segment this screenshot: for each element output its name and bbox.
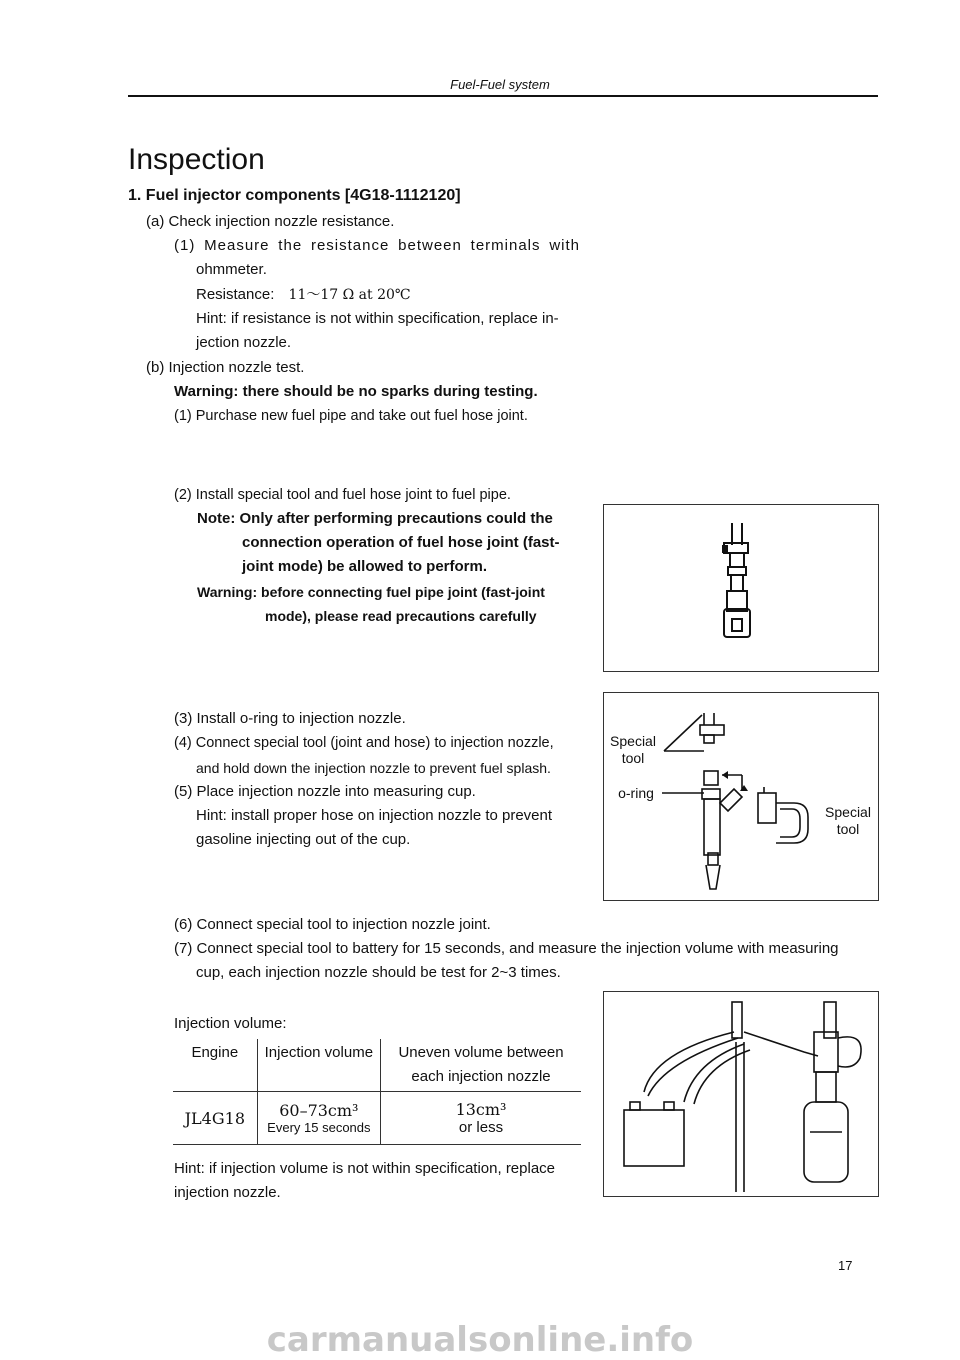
resistance-label: Resistance: xyxy=(196,286,275,303)
volume-note: Every 15 seconds xyxy=(267,1120,371,1135)
step-b7-line2: cup, each injection nozzle should be test for 2~3 times. xyxy=(196,964,561,981)
figure-fuel-hose-joint xyxy=(603,504,879,672)
volume-hint-line2: injection nozzle. xyxy=(174,1184,281,1201)
figure-oring-special-tool xyxy=(603,692,879,901)
note-line1: Note: Only after performing precautions could the xyxy=(197,510,553,527)
step-b1: (1) Purchase new fuel pipe and take out fuel hose joint. xyxy=(174,408,528,424)
step-a1-line1: (1) Measure the resistance between terminals with xyxy=(174,237,580,254)
step-a-hint-line2: jection nozzle. xyxy=(196,334,292,351)
label-oring: o-ring xyxy=(618,785,654,801)
step-b5-hint-line2: gasoline injecting out of the cup. xyxy=(196,831,411,848)
volume-hint-line1: Hint: if injection volume is not within specification, replace xyxy=(174,1160,556,1177)
cell-uneven xyxy=(381,1092,581,1145)
volume-value: 60–73cm³ xyxy=(279,1101,359,1120)
engine-value: JL4G18 xyxy=(184,1108,245,1128)
note-line3: joint mode) be allowed to perform. xyxy=(242,558,488,575)
injection-volume-table xyxy=(173,1039,581,1145)
page-number: 17 xyxy=(838,1258,853,1273)
step-b-label: (b) Injection nozzle test. xyxy=(146,359,305,376)
step-b7-line1: (7) Connect special tool to battery for 15 seconds, and measure the injection volume with measuring xyxy=(174,940,839,957)
header-engine: Engine xyxy=(173,1039,257,1092)
watermark: carmanualsonline.info xyxy=(266,1320,694,1360)
uneven-note: or less xyxy=(458,1119,504,1136)
step-a-hint-line1: Hint: if resistance is not within specification, replace in- xyxy=(196,310,559,327)
injection-volume-label: Injection volume: xyxy=(174,1015,287,1032)
note-line2: connection operation of fuel hose joint (fast- xyxy=(242,534,560,551)
figure-measuring-cup xyxy=(603,991,879,1197)
section-title: 1. Fuel injector components [4G18-1112120] xyxy=(128,187,461,204)
table-header-row xyxy=(173,1039,581,1092)
step-b4-line2: and hold down the injection nozzle to prevent fuel splash. xyxy=(196,760,551,776)
running-header: Fuel-Fuel system xyxy=(450,77,550,92)
step-b5: (5) Place injection nozzle into measuring cup. xyxy=(174,783,476,800)
uneven-value: 13cm³ xyxy=(455,1100,507,1119)
table-row xyxy=(173,1092,581,1145)
label-special-tool-top: Special tool xyxy=(610,733,656,766)
page-heading: Inspection xyxy=(128,143,265,176)
step-b6: (6) Connect special tool to injection nozzle joint. xyxy=(174,916,491,933)
label-special-tool-right: Special tool xyxy=(825,804,871,837)
cell-engine xyxy=(173,1092,257,1145)
header-uneven-volume: Uneven volume between each injection nozzle xyxy=(381,1039,581,1092)
warning2-line1: Warning: before connecting fuel pipe joint (fast-joint xyxy=(197,584,545,600)
fuel-hose-joint-drawing xyxy=(604,505,878,671)
step-b3: (3) Install o-ring to injection nozzle. xyxy=(174,710,406,727)
step-a-label: (a) Check injection nozzle resistance. xyxy=(146,213,395,230)
step-b5-hint-line1: Hint: install proper hose on injection nozzle to prevent xyxy=(196,807,553,824)
header-rule xyxy=(128,95,878,97)
measuring-cup-drawing xyxy=(604,992,878,1196)
step-b-warning: Warning: there should be no sparks during testing. xyxy=(174,383,538,400)
step-b2: (2) Install special tool and fuel hose joint to fuel pipe. xyxy=(174,487,511,503)
step-a1-line2: ohmmeter. xyxy=(196,261,267,278)
warning2-line2: mode), please read precautions carefully xyxy=(265,608,537,624)
step-b4-line1: (4) Connect special tool (joint and hose) to injection nozzle, xyxy=(174,735,554,751)
resistance-value: 11～17 Ω at 20℃ xyxy=(288,287,411,303)
resistance-row xyxy=(196,283,411,307)
header-injection-volume: Injection volume xyxy=(257,1039,380,1092)
cell-volume xyxy=(257,1092,380,1145)
